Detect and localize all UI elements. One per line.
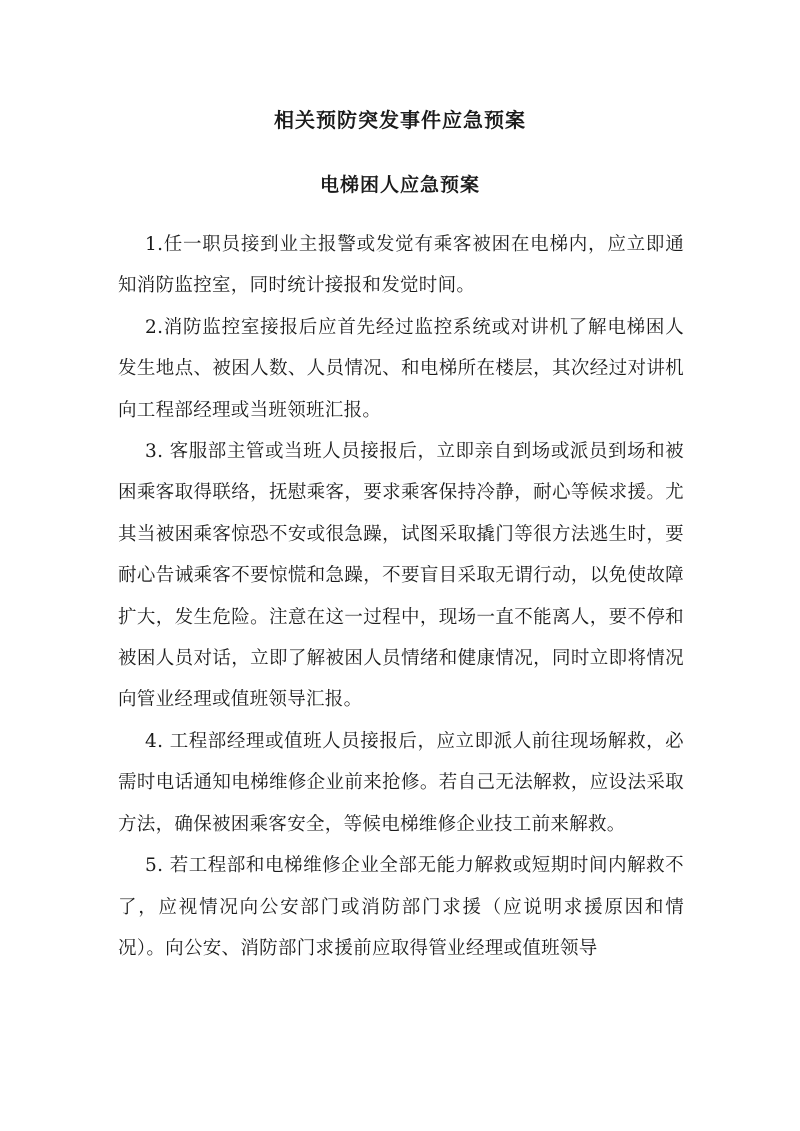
- document-title: 相关预防突发事件应急预案: [274, 108, 526, 132]
- section-title: 电梯困人应急预案: [319, 174, 480, 196]
- paragraph-4: 4. 工程部经理或值班人员接报后，应立即派人前往现场解救，必需时电话通知电梯维修企业前来抢修。若自己无法解救，应设法采取方法，确保被困乘客安全，等候电梯维修企业技工前来解救。: [118, 730, 684, 835]
- document-body: [118, 224, 684, 969]
- paragraph-3: 3. 客服部主管或当班人员接报后，立即亲自到场或派员到场和被困乘客取得联络，抚慰乘客，要求乘客保持冷静，耐心等候求援。尤其当被困乘客惊恐不安或很急躁，试图采取撬门等很方法逃生时，要耐心告诫乘客不要惊慌和急躁，不要盲目采取无谓行动，以免使故障扩大，发生危险。注意在这一过程中，现场一直不能离人，要不停和被困人员对话，立即了解被困人员情绪和健康情况，同时立即将情况向管业经理或值班领导汇报。: [118, 441, 684, 711]
- paragraph-5: 5. 若工程部和电梯维修企业全部无能力解救或短期时间内解救不了，应视情况向公安部门或消防部门求援（应说明求援原因和情况）。向公安、消防部门求援前应取得管业经理或值班领导: [118, 855, 684, 959]
- paragraph-1: 1.任一职员接到业主报警或发觉有乘客被困在电梯内，应立即通知消防监控室，同时统计接报和发觉时间。: [118, 234, 684, 297]
- paragraph-2: 2.消防监控室接报后应首先经过监控系统或对讲机了解电梯困人发生地点、被困人数、人员情况、和电梯所在楼层，其次经过对讲机向工程部经理或当班领班汇报。: [118, 316, 684, 421]
